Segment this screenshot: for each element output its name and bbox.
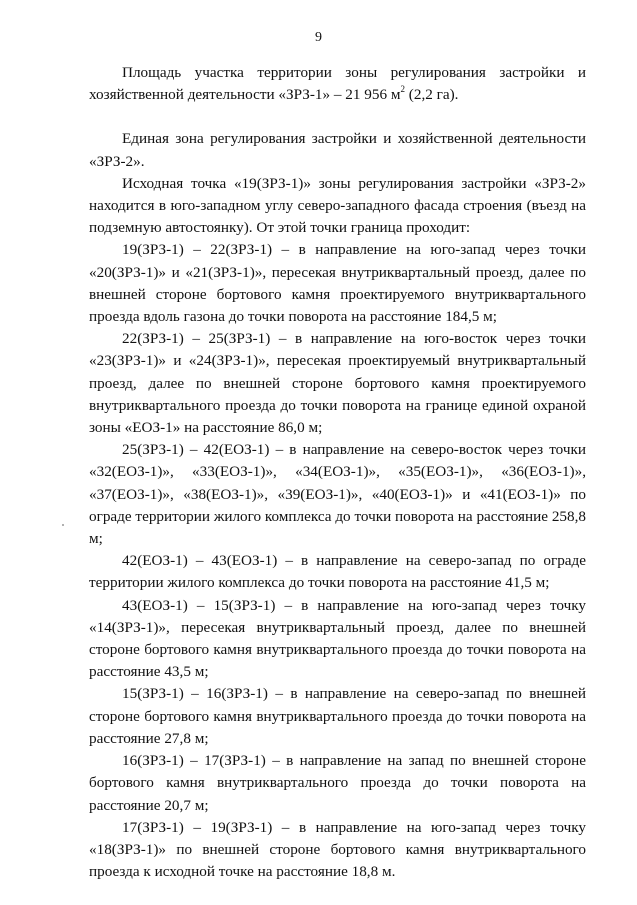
superscript: 2 — [400, 84, 405, 95]
paragraph-zrz2-heading: Единая зона регулирования застройки и хозяйственной деятельности «ЗРЗ-2». — [89, 130, 586, 170]
paragraph-segment-17-19: 17(ЗРЗ-1) – 19(ЗРЗ-1) – в направление на юго-запад через точку «18(ЗРЗ-1)» по внешней стороне бортового камня внутриквартального проезда к исходной точке на расстояние 18,8 м. — [89, 818, 586, 881]
paragraph-segment-43-15: 43(ЕОЗ-1) – 15(ЗРЗ-1) – в направление на юго-запад через точку «14(ЗРЗ-1)», пересекая внутриквартальный проезд, далее по внешней стороне бортового камня внутриквартального проезда до точки поворота на расстояние 43,5 м; — [89, 596, 586, 681]
paragraph-segment-19-22: 19(ЗРЗ-1) – 22(ЗРЗ-1) – в направление на юго-запад через точки «20(ЗРЗ-1)» и «21(ЗРЗ-1)», пересекая внутриквартальный проезд, далее по внешней стороне бортового камня проектируемого внутриквартального проезда вдоль газона до точки поворота на расстояние 184,5 м; — [89, 241, 586, 326]
paragraph-segment-15-16: 15(ЗРЗ-1) – 16(ЗРЗ-1) – в направление на северо-запад по внешней стороне бортового камня внутриквартального проезда до точки поворота на расстояние 27,8 м; — [89, 685, 586, 747]
paragraph-segment-25-42: 25(ЗРЗ-1) – 42(ЕОЗ-1) – в направление на северо-восток через точки «32(ЕОЗ-1)», «33(ЕОЗ-1)», «34(ЕОЗ-1)», «35(ЕОЗ-1)», «36(ЕОЗ-1)», «37(ЕОЗ-1)», «38(ЕОЗ-1)», «39(ЕОЗ-1)», «40(ЕОЗ-1)» и «41(ЕОЗ-1)» по ограде территории жилого комплекса до точки поворота на расстояние 258,8 м; — [89, 441, 586, 548]
paragraph-start-point: Исходная точка «19(ЗРЗ-1)» зоны регулирования застройки «ЗРЗ-2» находится в юго-западном углу северо-западного фасада строения (въезд на подземную автостоянку). От этой точки граница проходит: — [89, 174, 586, 237]
document-body — [89, 62, 586, 883]
paragraph-tail: (2,2 га). — [405, 86, 459, 104]
paragraph-segment-42-43: 42(ЕОЗ-1) – 43(ЕОЗ-1) – в направление на северо-запад по ограде территории жилого комплекса до точки поворота на расстояние 41,5 м; — [89, 552, 586, 592]
paragraph-text: Площадь участка территории зоны регулирования застройки и хозяйственной деятельности «ЗРЗ-1» – 21 956 м — [89, 64, 586, 104]
paragraph-segment-16-17: 16(ЗРЗ-1) – 17(ЗРЗ-1) – в направление на запад по внешней стороне бортового камня внутриквартального проезда до точки поворота на расстояние 20,7 м; — [89, 752, 586, 814]
paragraph-zrz1-area — [89, 62, 586, 106]
page-number: 9 — [315, 30, 322, 45]
paragraph-segment-22-25: 22(ЗРЗ-1) – 25(ЗРЗ-1) – в направление на юго-восток через точки «23(ЗРЗ-1)» и «24(ЗРЗ-1)», пересекая проектируемый внутриквартальный проезд, далее по внешней стороне бортового камня проектируемого внутриквартального проезда до точки поворота на границе единой охраной зоны «ЕОЗ-1» на расстояние 86,0 м; — [89, 330, 586, 437]
scan-speck — [62, 524, 64, 526]
